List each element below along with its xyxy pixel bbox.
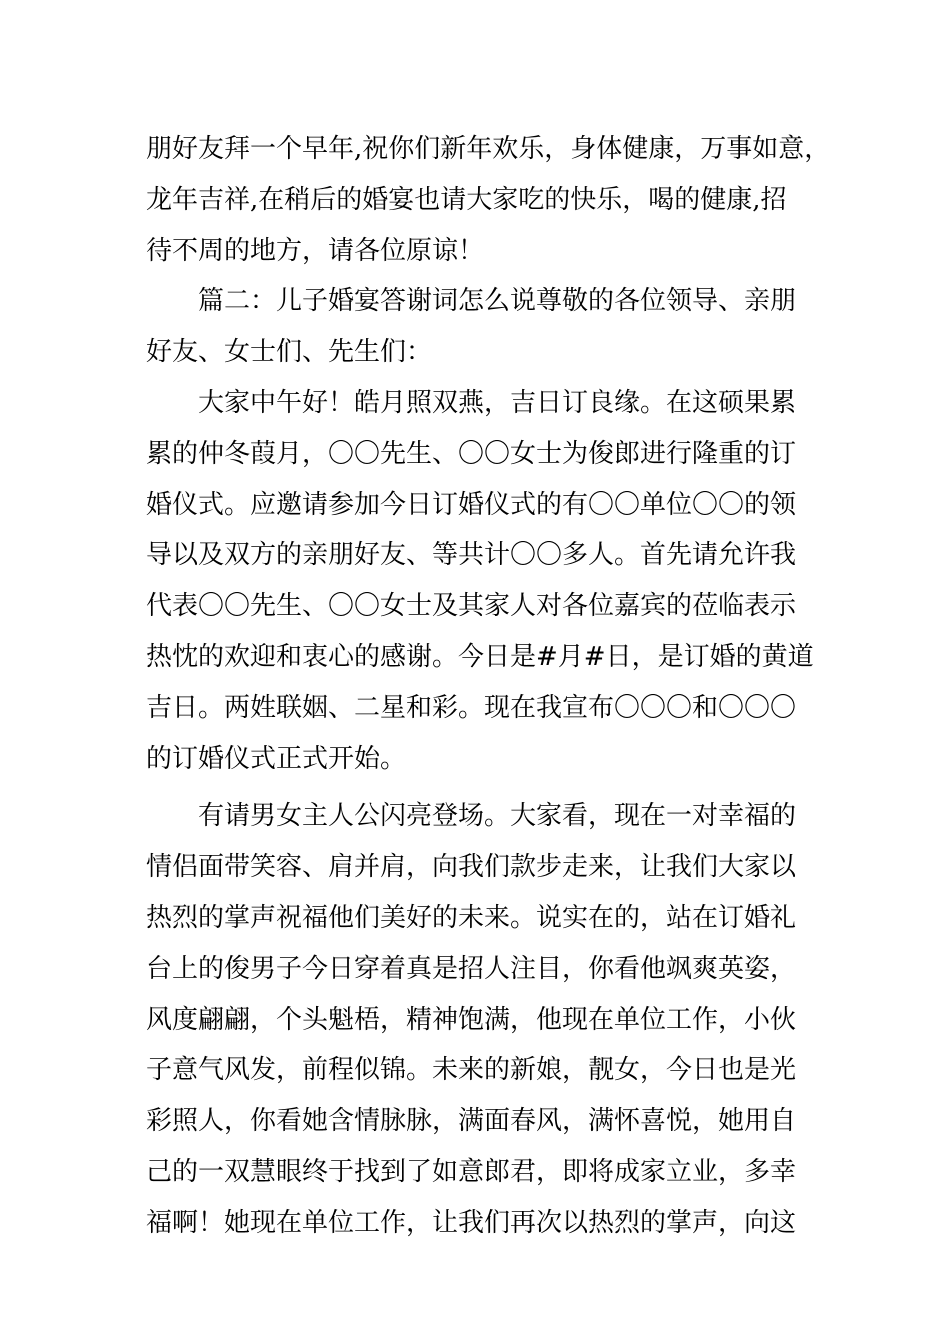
document-text <box>146 124 831 1249</box>
text-line: 导以及双方的亲朋好友、等共计〇〇多人。首先请允许我 <box>146 540 797 571</box>
paragraph-3 <box>146 378 814 784</box>
text-line: 吉日。两姓联姻、二星和彩。现在我宣布〇〇〇和〇〇〇 <box>146 692 797 723</box>
text-line: 子意气风发，前程似锦。未来的新娘，靓女，今日也是光 <box>146 1055 797 1086</box>
paragraph-1 <box>146 124 831 276</box>
paragraph-spacer <box>146 784 806 791</box>
text-line: 风度翩翩，个头魁梧，精神饱满，他现在单位工作，小伙 <box>146 1004 797 1035</box>
text-line: 待不周的地方，请各位原谅！ <box>146 235 485 266</box>
text-line: 热忱的欢迎和衷心的感谢。今日是#月#日，是订婚的黄道 <box>146 641 814 672</box>
text-line: 大家中午好！皓月照双燕，吉日订良缘。在这硕果累 <box>146 387 797 418</box>
text-line: 龙年吉祥,在稍后的婚宴也请大家吃的快乐，喝的健康,招 <box>146 184 787 215</box>
text-line: 的订婚仪式正式开始。 <box>146 743 407 774</box>
text-line: 代表〇〇先生、〇〇女士及其家人对各位嘉宾的莅临表示 <box>146 591 797 622</box>
text-line: 热烈的掌声祝福他们美好的未来。说实在的，站在订婚礼 <box>146 902 797 933</box>
text-line: 好友、女士们、先生们： <box>146 337 433 368</box>
text-line: 朋好友拜一个早年,祝你们新年欢乐，身体健康，万事如意， <box>146 134 831 164</box>
text-line: 婚仪式。应邀请参加今日订婚仪式的有〇〇单位〇〇的领 <box>146 489 797 520</box>
text-line: 彩照人，你看她含情脉脉，满面春风，满怀喜悦，她用自 <box>146 1106 797 1137</box>
text-line: 有请男女主人公闪亮登场。大家看，现在一对幸福的 <box>146 801 797 832</box>
paragraph-4 <box>146 791 806 1248</box>
text-line: 篇二：儿子婚宴答谢词怎么说尊敬的各位领导、亲朋 <box>146 286 797 317</box>
text-line: 福啊！她现在单位工作，让我们再次以热烈的掌声，向这 <box>146 1207 797 1238</box>
text-line: 情侣面带笑容、肩并肩，向我们款步走来，让我们大家以 <box>146 852 797 883</box>
paragraph-2 <box>146 276 806 378</box>
text-line: 累的仲冬葭月，〇〇先生、〇〇女士为俊郎进行隆重的订 <box>146 438 797 469</box>
text-line: 台上的俊男子今日穿着真是招人注目，你看他飒爽英姿， <box>146 953 797 984</box>
text-line: 己的一双慧眼终于找到了如意郎君，即将成家立业，多幸 <box>146 1156 797 1187</box>
